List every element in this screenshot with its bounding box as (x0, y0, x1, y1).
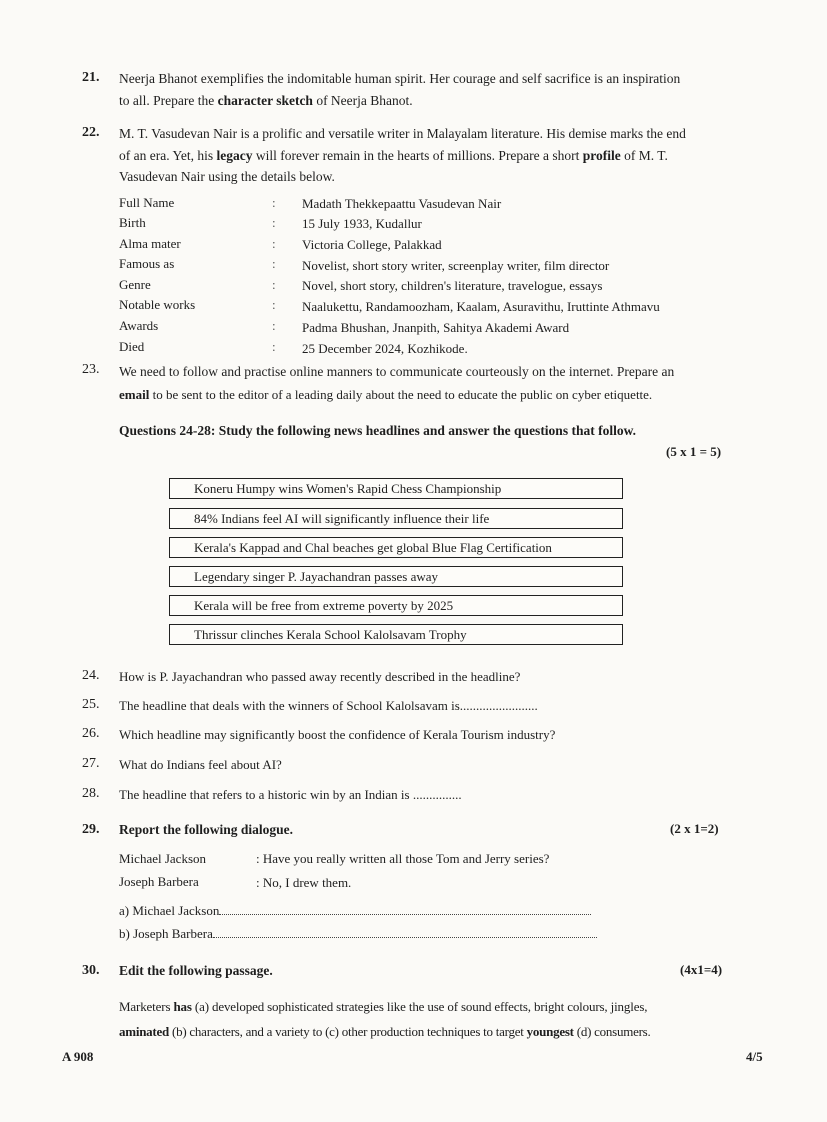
question-24-number: 24. (82, 668, 100, 683)
question-21-line2: to all. Prepare the character sketch of Neerja Bhanot. (119, 93, 413, 108)
detail-colon: : (272, 339, 276, 354)
answer-blank (213, 937, 597, 938)
question-27-text: What do Indians feel about AI? (119, 757, 282, 772)
detail-value: 15 July 1933, Kudallur (302, 216, 422, 231)
detail-colon: : (272, 277, 276, 292)
question-23-number: 23. (82, 362, 100, 377)
question-22-line1: M. T. Vasudevan Nair is a prolific and versatile writer in Malayalam literature. His demise marks the end (119, 126, 686, 141)
detail-value: Naalukettu, Randamoozham, Kaalam, Asuravithu, Iruttinte Athmavu (302, 299, 660, 314)
questions-24-28-marks: (5 x 1 = 5) (666, 444, 722, 459)
headline-box: Kerala will be free from extreme poverty by 2025 (169, 595, 623, 616)
character-sketch-keyword: character sketch (217, 93, 313, 108)
paper-code: A 908 (62, 1049, 94, 1064)
question-30-title: Edit the following passage. (119, 963, 273, 978)
detail-colon: : (272, 318, 276, 333)
question-29-marks: (2 x 1=2) (670, 821, 719, 836)
answer-blank (219, 914, 591, 915)
profile-keyword: profile (582, 148, 621, 163)
dialogue-line: : Have you really written all those Tom and Jerry series? (256, 851, 550, 866)
detail-label: Died (119, 339, 145, 354)
headline-box: 84% Indians feel AI will significantly influence their life (169, 508, 623, 529)
question-26-number: 26. (82, 726, 100, 741)
question-22-number: 22. (82, 125, 100, 140)
question-24-text: How is P. Jayachandran who passed away recently described in the headline? (119, 669, 521, 684)
detail-value: Novel, short story, children's literature, travelogue, essays (302, 278, 603, 293)
question-30-marks: (4x1=4) (680, 962, 723, 977)
question-29-number: 29. (82, 822, 100, 837)
dialogue-speaker: Joseph Barbera (119, 874, 199, 889)
questions-24-28-heading: Questions 24-28: Study the following news headlines and answer the questions that follow. (119, 423, 636, 438)
detail-label: Famous as (119, 256, 175, 271)
question-22-line3: Vasudevan Nair using the details below. (119, 169, 335, 184)
detail-value: Novelist, short story writer, screenplay writer, film director (302, 258, 610, 273)
question-26-text: Which headline may significantly boost the confidence of Kerala Tourism industry? (119, 727, 556, 742)
question-23-line2: email to be sent to the editor of a leading daily about the need to educate the public on cyber etiquette. (119, 387, 653, 402)
answer-line-a: a) Michael Jackson (119, 903, 591, 919)
question-30-passage-line2: aminated (b) characters, and a variety to (c) other production techniques to target youngest (d) consumers. (119, 1024, 651, 1039)
detail-label: Awards (119, 318, 159, 333)
dialogue-line: : No, I drew them. (256, 875, 352, 890)
detail-label: Full Name (119, 195, 175, 210)
email-keyword: email (119, 387, 150, 402)
detail-value: 25 December 2024, Kozhikode. (302, 341, 468, 356)
detail-colon: : (272, 236, 276, 251)
question-25-number: 25. (82, 697, 100, 712)
detail-value: Padma Bhushan, Jnanpith, Sahitya Akademi Award (302, 320, 570, 335)
question-22-line2: of an era. Yet, his legacy will forever remain in the hearts of millions. Prepare a short profile of M. T. (119, 148, 668, 163)
question-30-number: 30. (82, 963, 100, 978)
detail-colon: : (272, 297, 276, 312)
detail-colon: : (272, 256, 276, 271)
page-number: 4/5 (746, 1049, 763, 1064)
headline-box: Legendary singer P. Jayachandran passes away (169, 566, 623, 587)
detail-colon: : (272, 195, 276, 210)
question-21-line1: Neerja Bhanot exemplifies the indomitable human spirit. Her courage and self sacrifice is an inspiration (119, 71, 681, 86)
detail-value: Victoria College, Palakkad (302, 237, 442, 252)
answer-line-b: b) Joseph Barbera (119, 926, 597, 942)
detail-value: Madath Thekkepaattu Vasudevan Nair (302, 196, 502, 211)
headline-box: Kerala's Kappad and Chal beaches get global Blue Flag Certification (169, 537, 623, 558)
detail-label: Genre (119, 277, 151, 292)
question-28-text: The headline that refers to a historic win by an Indian is ............... (119, 787, 462, 802)
question-27-number: 27. (82, 756, 100, 771)
headline-box: Koneru Humpy wins Women's Rapid Chess Championship (169, 478, 623, 499)
detail-label: Alma mater (119, 236, 181, 251)
question-28-number: 28. (82, 786, 100, 801)
headline-box: Thrissur clinches Kerala School Kalolsavam Trophy (169, 624, 623, 645)
detail-label: Birth (119, 215, 146, 230)
detail-colon: : (272, 215, 276, 230)
question-30-passage-line1: Marketers has (a) developed sophisticated strategies like the use of sound effects, bright colours, jingles, (119, 999, 648, 1014)
question-25-text: The headline that deals with the winners of School Kalolsavam is........................ (119, 698, 538, 713)
dialogue-speaker: Michael Jackson (119, 851, 207, 866)
question-21-number: 21. (82, 70, 100, 85)
question-23-line1: We need to follow and practise online manners to communicate courteously on the internet. Prepare an (119, 364, 675, 379)
detail-label: Notable works (119, 297, 196, 312)
question-29-title: Report the following dialogue. (119, 822, 293, 837)
